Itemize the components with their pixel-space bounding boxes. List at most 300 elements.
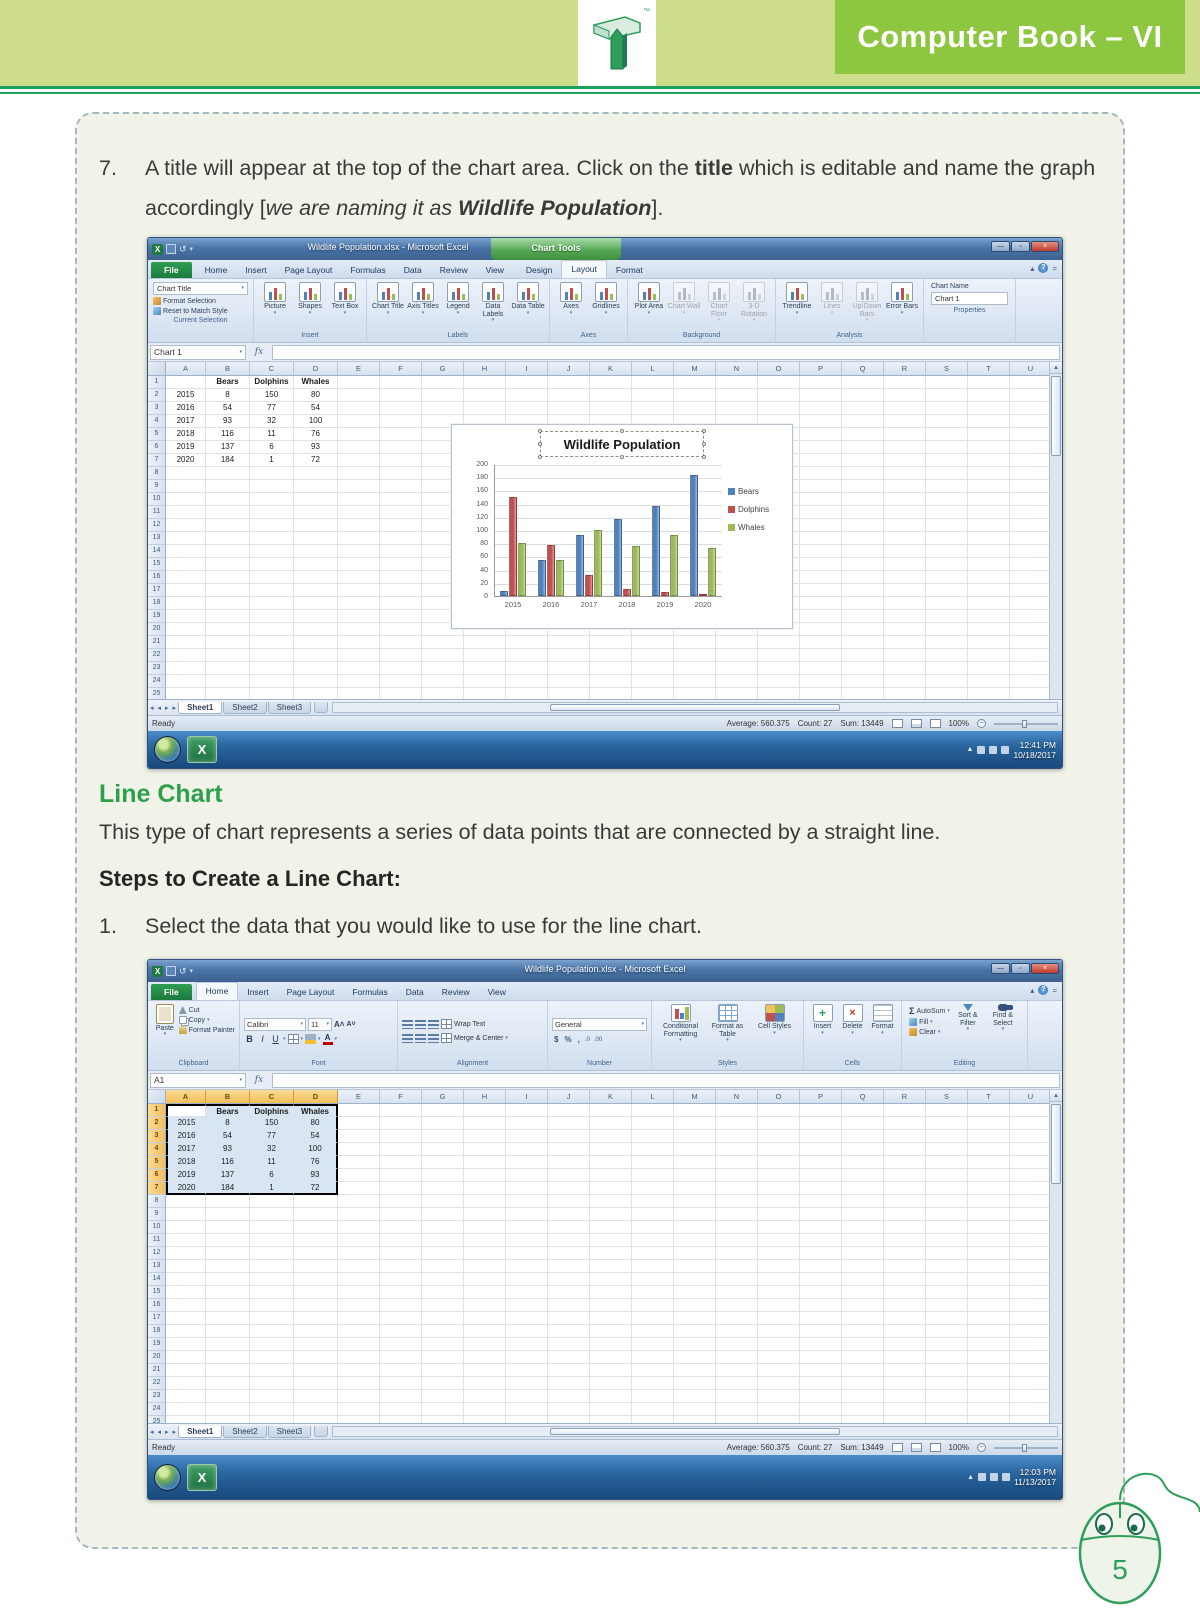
cell-M22[interactable]: [674, 1377, 716, 1390]
cell-P7[interactable]: [800, 1182, 842, 1195]
cell-D15[interactable]: [294, 558, 338, 571]
cell-F20[interactable]: [380, 623, 422, 636]
cell-U7[interactable]: [1010, 454, 1052, 467]
cell-C24[interactable]: [250, 1403, 294, 1416]
cell-B9[interactable]: [206, 1208, 250, 1221]
cell-O20[interactable]: [758, 1351, 800, 1364]
cell-Q25[interactable]: [842, 1416, 884, 1423]
cell-A16[interactable]: [166, 1299, 206, 1312]
cell-L1[interactable]: [632, 1104, 674, 1117]
row-header-24[interactable]: 24: [148, 1403, 166, 1416]
cell-F1[interactable]: [380, 1104, 422, 1117]
cell-S24[interactable]: [926, 1403, 968, 1416]
cell-E9[interactable]: [338, 1208, 380, 1221]
cell-K4[interactable]: [590, 1143, 632, 1156]
cell-P11[interactable]: [800, 506, 842, 519]
cell-K6[interactable]: [590, 1169, 632, 1182]
cell-K24[interactable]: [590, 1403, 632, 1416]
cell-U19[interactable]: [1010, 1338, 1052, 1351]
horizontal-scrollbar[interactable]: [332, 1426, 1058, 1437]
cell-I21[interactable]: [506, 636, 548, 649]
cell-K18[interactable]: [590, 1325, 632, 1338]
cell-M21[interactable]: [674, 636, 716, 649]
cell-P15[interactable]: [800, 1286, 842, 1299]
cell-F12[interactable]: [380, 519, 422, 532]
cell-E3[interactable]: [338, 402, 380, 415]
cell-B16[interactable]: [206, 1299, 250, 1312]
column-header-u[interactable]: U: [1010, 362, 1052, 375]
cell-G20[interactable]: [422, 1351, 464, 1364]
column-header-a[interactable]: A: [166, 1090, 206, 1103]
cell-U23[interactable]: [1010, 1390, 1052, 1403]
cell-L25[interactable]: [632, 688, 674, 699]
cell-G19[interactable]: [422, 1338, 464, 1351]
cell-F23[interactable]: [380, 1390, 422, 1403]
row-header-3[interactable]: 3: [148, 402, 166, 415]
cell-P13[interactable]: [800, 532, 842, 545]
ribbon-button-cell-styles[interactable]: Cell Styles ▾: [752, 1004, 798, 1036]
cell-A6[interactable]: 2019: [166, 441, 206, 454]
cell-H6[interactable]: [464, 1169, 506, 1182]
cell-Q23[interactable]: [842, 1390, 884, 1403]
reset-to-match-style-button[interactable]: Reset to Match Style: [153, 307, 248, 315]
cell-P24[interactable]: [800, 1403, 842, 1416]
cell-B8[interactable]: [206, 467, 250, 480]
cell-Q24[interactable]: [842, 675, 884, 688]
cell-R19[interactable]: [884, 1338, 926, 1351]
cell-F13[interactable]: [380, 532, 422, 545]
cell-P16[interactable]: [800, 1299, 842, 1312]
row-header-22[interactable]: 22: [148, 649, 166, 662]
cell-E6[interactable]: [338, 1169, 380, 1182]
cell-E7[interactable]: [338, 454, 380, 467]
cell-F2[interactable]: [380, 1117, 422, 1130]
cell-B20[interactable]: [206, 1351, 250, 1364]
cell-L22[interactable]: [632, 649, 674, 662]
cell-M7[interactable]: [674, 1182, 716, 1195]
cell-J15[interactable]: [548, 1286, 590, 1299]
cell-F1[interactable]: [380, 376, 422, 389]
cell-B13[interactable]: [206, 532, 250, 545]
cell-K1[interactable]: [590, 1104, 632, 1117]
cell-H4[interactable]: [464, 1143, 506, 1156]
cell-D4[interactable]: 100: [294, 415, 338, 428]
embedded-chart[interactable]: [451, 424, 793, 629]
cell-K23[interactable]: [590, 1390, 632, 1403]
cell-M2[interactable]: [674, 389, 716, 402]
ribbon-button-error-bars[interactable]: Error Bars ▾: [885, 282, 919, 316]
cell-N8[interactable]: [716, 1195, 758, 1208]
cell-N5[interactable]: [716, 1156, 758, 1169]
cell-E23[interactable]: [338, 1390, 380, 1403]
cell-B8[interactable]: [206, 1195, 250, 1208]
cell-O24[interactable]: [758, 675, 800, 688]
vertical-scrollbar[interactable]: [1049, 362, 1062, 699]
cell-S23[interactable]: [926, 662, 968, 675]
cell-T9[interactable]: [968, 1208, 1010, 1221]
cell-S4[interactable]: [926, 415, 968, 428]
cell-L8[interactable]: [632, 1195, 674, 1208]
cell-R12[interactable]: [884, 519, 926, 532]
cell-A8[interactable]: [166, 1195, 206, 1208]
cell-S20[interactable]: [926, 1351, 968, 1364]
cell-H3[interactable]: [464, 1130, 506, 1143]
cell-G22[interactable]: [422, 1377, 464, 1390]
cell-T6[interactable]: [968, 1169, 1010, 1182]
cell-G24[interactable]: [422, 1403, 464, 1416]
cell-F19[interactable]: [380, 1338, 422, 1351]
row-header-17[interactable]: 17: [148, 1312, 166, 1325]
cell-S23[interactable]: [926, 1390, 968, 1403]
cell-E11[interactable]: [338, 506, 380, 519]
tab-design[interactable]: Design: [525, 265, 553, 275]
cell-N19[interactable]: [716, 1338, 758, 1351]
title-bar[interactable]: [148, 238, 1062, 260]
cell-I19[interactable]: [506, 1338, 548, 1351]
cell-E4[interactable]: [338, 415, 380, 428]
cell-A25[interactable]: [166, 1416, 206, 1423]
cell-T17[interactable]: [968, 1312, 1010, 1325]
align-middle-icon[interactable]: [415, 1020, 426, 1029]
cell-Q14[interactable]: [842, 1273, 884, 1286]
cell-O12[interactable]: [758, 1247, 800, 1260]
cell-Q1[interactable]: [842, 376, 884, 389]
cell-I15[interactable]: [506, 1286, 548, 1299]
cell-B9[interactable]: [206, 480, 250, 493]
cell-D16[interactable]: [294, 571, 338, 584]
cell-N21[interactable]: [716, 1364, 758, 1377]
cell-N23[interactable]: [716, 1390, 758, 1403]
sort-filter-button[interactable]: Sort & Filter ▾: [951, 1004, 985, 1032]
normal-view-icon[interactable]: [892, 719, 903, 728]
cell-R17[interactable]: [884, 1312, 926, 1325]
cell-E16[interactable]: [338, 571, 380, 584]
column-header-m[interactable]: M: [674, 1090, 716, 1103]
cell-U24[interactable]: [1010, 675, 1052, 688]
column-header-a[interactable]: A: [166, 362, 206, 375]
cell-A1[interactable]: [166, 1104, 206, 1117]
cell-E19[interactable]: [338, 610, 380, 623]
format-selection-button[interactable]: Format Selection: [153, 297, 248, 305]
cell-A12[interactable]: [166, 519, 206, 532]
cell-J21[interactable]: [548, 1364, 590, 1377]
cell-O14[interactable]: [758, 1273, 800, 1286]
cell-H13[interactable]: [464, 1260, 506, 1273]
row-header-10[interactable]: 10: [148, 1221, 166, 1234]
cell-D25[interactable]: [294, 688, 338, 699]
cell-O6[interactable]: [758, 1169, 800, 1182]
number-format-dropdown[interactable]: General ▾: [552, 1018, 647, 1031]
cell-D5[interactable]: 76: [294, 1156, 338, 1169]
cell-U8[interactable]: [1010, 467, 1052, 480]
cell-D22[interactable]: [294, 1377, 338, 1390]
cell-E8[interactable]: [338, 467, 380, 480]
cell-C9[interactable]: [250, 1208, 294, 1221]
cell-P14[interactable]: [800, 1273, 842, 1286]
scroll-up-icon[interactable]: ▲: [1050, 362, 1062, 374]
cell-C16[interactable]: [250, 1299, 294, 1312]
minimize-ribbon-icon[interactable]: ▴: [1030, 985, 1035, 995]
cell-I13[interactable]: [506, 1260, 548, 1273]
cell-H21[interactable]: [464, 636, 506, 649]
cell-T22[interactable]: [968, 649, 1010, 662]
cell-D24[interactable]: [294, 675, 338, 688]
cell-F7[interactable]: [380, 454, 422, 467]
cell-J10[interactable]: [548, 1221, 590, 1234]
cell-U22[interactable]: [1010, 649, 1052, 662]
cell-M12[interactable]: [674, 1247, 716, 1260]
cell-B24[interactable]: [206, 675, 250, 688]
ribbon-button-cells-insert[interactable]: + Insert ▾: [813, 1006, 832, 1036]
cell-B23[interactable]: [206, 1390, 250, 1403]
tab-view[interactable]: View: [487, 987, 506, 997]
cell-P18[interactable]: [800, 1325, 842, 1338]
cell-C7[interactable]: 1: [250, 1182, 294, 1195]
font-color-icon[interactable]: A: [323, 1034, 333, 1045]
cell-T18[interactable]: [968, 1325, 1010, 1338]
cell-Q21[interactable]: [842, 636, 884, 649]
cell-D2[interactable]: 80: [294, 389, 338, 402]
cell-F10[interactable]: [380, 493, 422, 506]
cell-A9[interactable]: [166, 1208, 206, 1221]
cell-T25[interactable]: [968, 688, 1010, 699]
cell-F10[interactable]: [380, 1221, 422, 1234]
cell-D12[interactable]: [294, 1247, 338, 1260]
cell-S24[interactable]: [926, 675, 968, 688]
selection-handle[interactable]: [702, 455, 706, 459]
cell-O11[interactable]: [758, 1234, 800, 1247]
cell-G21[interactable]: [422, 1364, 464, 1377]
cell-O1[interactable]: [758, 376, 800, 389]
cell-P17[interactable]: [800, 1312, 842, 1325]
row-header-6[interactable]: 6: [148, 441, 166, 454]
cell-S22[interactable]: [926, 1377, 968, 1390]
cell-C18[interactable]: [250, 1325, 294, 1338]
cell-U6[interactable]: [1010, 1169, 1052, 1182]
cell-F15[interactable]: [380, 558, 422, 571]
cell-J3[interactable]: [548, 1130, 590, 1143]
cell-H11[interactable]: [464, 1234, 506, 1247]
column-header-s[interactable]: S: [926, 362, 968, 375]
cell-L19[interactable]: [632, 1338, 674, 1351]
cell-D21[interactable]: [294, 1364, 338, 1377]
cell-O21[interactable]: [758, 636, 800, 649]
cell-A16[interactable]: [166, 571, 206, 584]
cell-B17[interactable]: [206, 1312, 250, 1325]
cell-J2[interactable]: [548, 389, 590, 402]
cell-S17[interactable]: [926, 1312, 968, 1325]
cell-K21[interactable]: [590, 1364, 632, 1377]
cell-U4[interactable]: [1010, 1143, 1052, 1156]
cell-E1[interactable]: [338, 1104, 380, 1117]
cell-J20[interactable]: [548, 1351, 590, 1364]
column-header-l[interactable]: L: [632, 362, 674, 375]
cell-O7[interactable]: [758, 1182, 800, 1195]
excel-taskbar-icon[interactable]: X: [187, 736, 217, 763]
cell-N18[interactable]: [716, 1325, 758, 1338]
column-header-t[interactable]: T: [968, 1090, 1010, 1103]
cell-Q5[interactable]: [842, 428, 884, 441]
cell-S6[interactable]: [926, 1169, 968, 1182]
format-painter-button[interactable]: Format Painter: [179, 1026, 235, 1034]
cut-button[interactable]: Cut: [179, 1006, 235, 1014]
cell-Q9[interactable]: [842, 1208, 884, 1221]
cell-B14[interactable]: [206, 1273, 250, 1286]
ribbon-button-cells-format[interactable]: Format ▾: [868, 1004, 897, 1036]
cell-A17[interactable]: [166, 1312, 206, 1325]
cell-D10[interactable]: [294, 1221, 338, 1234]
cell-R2[interactable]: [884, 1117, 926, 1130]
cell-B12[interactable]: [206, 519, 250, 532]
cell-A20[interactable]: [166, 1351, 206, 1364]
cell-L6[interactable]: [632, 1169, 674, 1182]
cell-M17[interactable]: [674, 1312, 716, 1325]
cell-F5[interactable]: [380, 1156, 422, 1169]
column-header-g[interactable]: G: [422, 1090, 464, 1103]
cell-N2[interactable]: [716, 1117, 758, 1130]
ribbon-button-axes[interactable]: Axes ▾: [554, 282, 588, 316]
cell-H16[interactable]: [464, 1299, 506, 1312]
merge-center-icon[interactable]: [441, 1033, 452, 1043]
cell-U17[interactable]: [1010, 1312, 1052, 1325]
bold-button[interactable]: B: [246, 1034, 253, 1044]
cell-C2[interactable]: 150: [250, 1117, 294, 1130]
cell-B12[interactable]: [206, 1247, 250, 1260]
cell-F8[interactable]: [380, 467, 422, 480]
cell-Q7[interactable]: [842, 1182, 884, 1195]
cell-A4[interactable]: 2017: [166, 1143, 206, 1156]
undo-icon[interactable]: ↺: [179, 244, 187, 254]
cell-H10[interactable]: [464, 1221, 506, 1234]
sheet-tab-sheet3[interactable]: Sheet3: [268, 702, 311, 714]
cell-D6[interactable]: 93: [294, 1169, 338, 1182]
cell-C13[interactable]: [250, 532, 294, 545]
cell-S13[interactable]: [926, 1260, 968, 1273]
cell-I16[interactable]: [506, 1299, 548, 1312]
cell-R2[interactable]: [884, 389, 926, 402]
cell-T22[interactable]: [968, 1377, 1010, 1390]
cell-L21[interactable]: [632, 1364, 674, 1377]
cell-G4[interactable]: [422, 1143, 464, 1156]
cell-F4[interactable]: [380, 415, 422, 428]
cell-S11[interactable]: [926, 1234, 968, 1247]
cell-K2[interactable]: [590, 1117, 632, 1130]
column-header-o[interactable]: O: [758, 362, 800, 375]
cell-R15[interactable]: [884, 1286, 926, 1299]
cell-A3[interactable]: 2016: [166, 1130, 206, 1143]
cell-C20[interactable]: [250, 1351, 294, 1364]
cell-K7[interactable]: [590, 1182, 632, 1195]
cell-C11[interactable]: [250, 1234, 294, 1247]
insert-worksheet-button[interactable]: [314, 702, 328, 713]
cell-B17[interactable]: [206, 584, 250, 597]
hscroll-thumb[interactable]: [550, 704, 840, 711]
cell-B7[interactable]: 184: [206, 454, 250, 467]
cell-C18[interactable]: [250, 597, 294, 610]
cell-S8[interactable]: [926, 1195, 968, 1208]
cell-H9[interactable]: [464, 1208, 506, 1221]
cell-D11[interactable]: [294, 506, 338, 519]
cell-S4[interactable]: [926, 1143, 968, 1156]
cell-T7[interactable]: [968, 1182, 1010, 1195]
cell-A19[interactable]: [166, 610, 206, 623]
column-header-h[interactable]: H: [464, 1090, 506, 1103]
cell-C8[interactable]: [250, 1195, 294, 1208]
cell-I22[interactable]: [506, 1377, 548, 1390]
cell-T13[interactable]: [968, 532, 1010, 545]
cell-O23[interactable]: [758, 662, 800, 675]
cell-S3[interactable]: [926, 1130, 968, 1143]
cell-R4[interactable]: [884, 1143, 926, 1156]
row-header-11[interactable]: 11: [148, 1234, 166, 1247]
cell-N13[interactable]: [716, 1260, 758, 1273]
autosum-button[interactable]: Σ AutoSum ▾: [909, 1006, 950, 1016]
cell-C9[interactable]: [250, 480, 294, 493]
cell-S14[interactable]: [926, 1273, 968, 1286]
selection-handle[interactable]: [620, 429, 624, 433]
cell-N3[interactable]: [716, 1130, 758, 1143]
row-header-23[interactable]: 23: [148, 662, 166, 675]
row-header-20[interactable]: 20: [148, 623, 166, 636]
cell-D15[interactable]: [294, 1286, 338, 1299]
cell-E5[interactable]: [338, 1156, 380, 1169]
font-family-dropdown[interactable]: Calibri ▾: [244, 1018, 306, 1031]
cell-C7[interactable]: 1: [250, 454, 294, 467]
cell-G12[interactable]: [422, 1247, 464, 1260]
cell-N3[interactable]: [716, 402, 758, 415]
cell-A2[interactable]: 2015: [166, 389, 206, 402]
cell-N17[interactable]: [716, 1312, 758, 1325]
cell-L15[interactable]: [632, 1286, 674, 1299]
tab-file[interactable]: File: [151, 984, 192, 1000]
cell-H7[interactable]: [464, 1182, 506, 1195]
align-right-icon[interactable]: [428, 1034, 439, 1043]
cell-U24[interactable]: [1010, 1403, 1052, 1416]
cell-U1[interactable]: [1010, 1104, 1052, 1117]
cell-S18[interactable]: [926, 1325, 968, 1338]
cell-G3[interactable]: [422, 402, 464, 415]
cell-C6[interactable]: 6: [250, 441, 294, 454]
cell-E5[interactable]: [338, 428, 380, 441]
cell-G9[interactable]: [422, 1208, 464, 1221]
cell-U1[interactable]: [1010, 376, 1052, 389]
cell-U3[interactable]: [1010, 1130, 1052, 1143]
cell-S22[interactable]: [926, 649, 968, 662]
cell-N16[interactable]: [716, 1299, 758, 1312]
column-header-i[interactable]: I: [506, 1090, 548, 1103]
cell-J19[interactable]: [548, 1338, 590, 1351]
cell-K25[interactable]: [590, 688, 632, 699]
cell-C23[interactable]: [250, 662, 294, 675]
percent-format-icon[interactable]: %: [564, 1035, 572, 1044]
cell-J8[interactable]: [548, 1195, 590, 1208]
cell-F14[interactable]: [380, 1273, 422, 1286]
row-header-10[interactable]: 10: [148, 493, 166, 506]
cell-D17[interactable]: [294, 1312, 338, 1325]
cell-Q6[interactable]: [842, 441, 884, 454]
cell-T12[interactable]: [968, 519, 1010, 532]
cell-G8[interactable]: [422, 1195, 464, 1208]
cell-D7[interactable]: 72: [294, 454, 338, 467]
cell-R9[interactable]: [884, 1208, 926, 1221]
cell-P22[interactable]: [800, 1377, 842, 1390]
cell-N6[interactable]: [716, 1169, 758, 1182]
cell-F6[interactable]: [380, 441, 422, 454]
chart-name-input[interactable]: Chart 1: [931, 292, 1008, 305]
cell-L5[interactable]: [632, 1156, 674, 1169]
cell-R7[interactable]: [884, 454, 926, 467]
cell-F7[interactable]: [380, 1182, 422, 1195]
